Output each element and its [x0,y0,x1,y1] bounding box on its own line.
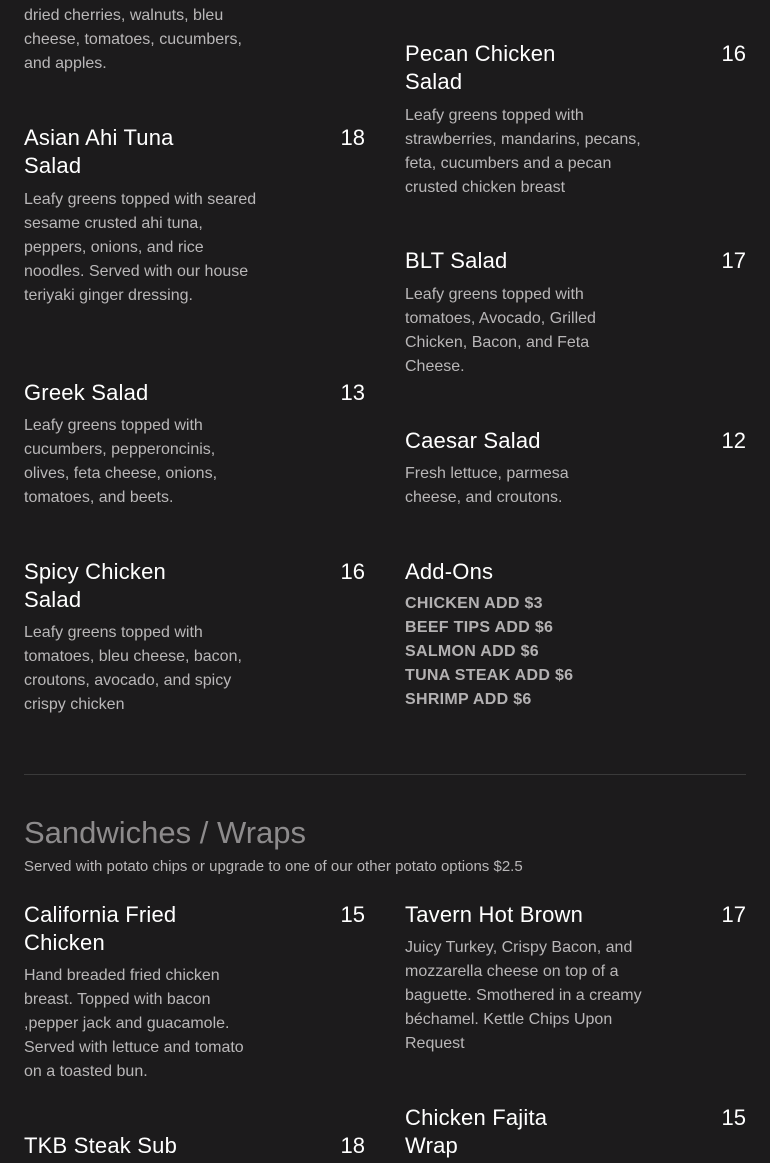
item-description: Leafy greens topped with seared sesame crusted ahi tuna, peppers, onions, and rice noodles. Served with our house teriyaki ginger dressing. [24,191,257,304]
item-name: Tavern Hot Brown [405,902,584,927]
item-price: 17 [721,902,746,927]
item-name: Asian Ahi Tuna Salad [24,125,174,178]
item-price: 15 [721,1105,746,1130]
addons-list [405,592,573,712]
item-name: Chicken Fajita Wrap [405,1105,548,1158]
item-description: Leafy greens topped with cucumbers, pepperoncinis, olives, feta cheese, onions, tomatoes, and beets. [24,417,218,506]
item-description: Juicy Turkey, Crispy Bacon, and mozzarella cheese on top of a baguette. Smothered in a creamy béchamel. Kettle Chips Upon Request [405,939,642,1052]
item-name: California Fried Chicken [24,902,177,955]
item-price: 13 [340,380,365,405]
item-price: 16 [340,559,365,584]
item-description: dried cherries, walnuts, bleu cheese, tomatoes, cucumbers, and apples. [24,7,242,72]
addon-item: TUNA STEAK ADD $6 [405,667,574,684]
addons-title: Add-Ons [405,559,494,584]
item-name: Greek Salad [24,380,149,405]
item-name: BLT Salad [405,248,508,273]
item-name: Pecan Chicken Salad [405,41,556,94]
addon-item: BEEF TIPS ADD $6 [405,619,554,636]
item-name: TKB Steak Sub [24,1133,178,1158]
item-description: Leafy greens topped with tomatoes, Avocado, Grilled Chicken, Bacon, and Feta Cheese. [405,286,596,375]
item-price: 15 [340,902,365,927]
section-subtitle: Served with potato chips or upgrade to one of our other potato options $2.5 [24,858,523,875]
item-price: 16 [721,41,746,66]
section-title-sandwiches: Sandwiches / Wraps [24,815,306,850]
section-divider [24,774,746,775]
item-price: 18 [340,125,365,150]
item-description: Hand breaded fried chicken breast. Topped with bacon ,pepper jack and guacamole. Served with lettuce and tomato on a toasted bun. [24,967,244,1080]
addon-item: SALMON ADD $6 [405,643,539,660]
item-price: 18 [340,1133,365,1158]
addon-item: CHICKEN ADD $3 [405,595,543,612]
item-description: Leafy greens topped with strawberries, mandarins, pecans, feta, cucumbers and a pecan crusted chicken breast [405,107,641,196]
item-description: Fresh lettuce, parmesa cheese, and croutons. [405,465,569,506]
item-name: Caesar Salad [405,428,541,453]
item-description: Leafy greens topped with tomatoes, bleu cheese, bacon, croutons, avocado, and spicy crispy chicken [24,624,242,713]
item-name: Spicy Chicken Salad [24,559,166,612]
item-price: 17 [721,248,746,273]
item-price: 12 [721,428,746,453]
addon-item: SHRIMP ADD $6 [405,691,532,708]
